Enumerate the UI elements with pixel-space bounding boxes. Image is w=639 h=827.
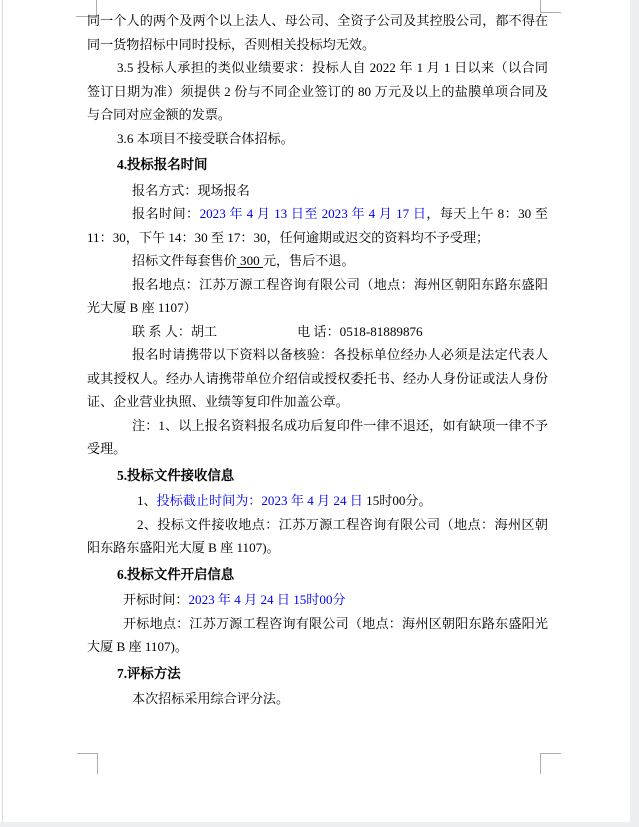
text-run: 招标文件每套售价	[132, 253, 237, 268]
text-run: 4.投标报名时间	[117, 157, 208, 172]
text-run: 同一个人的两个及两个以上法人、母公司、全资子公司及其控股公司，都不得在同一货物招标中同时投标，否则相关投标均无效。	[87, 13, 548, 52]
text-run: 7.评标方法	[117, 665, 181, 681]
text-run: 3.5 投标人承担的类似业绩要求：投标人自 2022 年 1 月 1 日以来（以合同签订日期为准）须提供 2 份与不同企业签订的 80 万元及以上的盐膜单项合同及与合同对应金额的发票。	[87, 60, 548, 122]
margin-mark-bottom-left	[77, 753, 98, 774]
text-run: 注：1、以上报名资料报名成功后复印件一律不退还，如有缺项一律不予受理。	[87, 417, 548, 456]
text-run: 开标地点：江苏万源工程咨询有限公司（地点：海州区朝阳东路东盛阳光大厦 B 座 1107)。	[87, 615, 548, 654]
text-run: 3.6 本项目不接受联合体招标。	[117, 130, 294, 146]
label-spacer	[217, 335, 297, 336]
paragraph	[87, 414, 548, 461]
text-run: 报名地点：江苏万源工程咨询有限公司（地点：海州区朝阳东路东盛阳光大厦 B 座 1107）	[87, 276, 548, 315]
paragraph	[87, 343, 548, 414]
paragraph	[87, 179, 548, 203]
paragraph	[87, 127, 548, 151]
paragraph	[87, 489, 548, 513]
section-heading	[87, 153, 548, 177]
text-run: 15时00分。	[362, 493, 432, 508]
filled-in-field-text: 投标截止时间为：2023 年 4 月 24 日	[156, 493, 363, 508]
text-run: 电 话：0518-81889876	[297, 323, 423, 339]
paragraph	[87, 249, 548, 273]
text-run: 联 系 人：胡工	[132, 323, 218, 339]
underlined-value: 300	[236, 253, 263, 268]
text-run: 1、	[137, 493, 157, 508]
filled-in-field-text: 2023 年 4 月 13 日至 2023 年 4 月 17 日	[199, 206, 427, 221]
margin-mark-bottom-right	[540, 753, 561, 774]
text-run: 本次招标采用综合评分法。	[132, 691, 290, 706]
section-heading	[87, 662, 548, 686]
section-heading	[87, 563, 548, 587]
text-run: 开标时间：	[123, 592, 189, 607]
text-run: ，每天上午 8：30 至 11：30，下午 14：30 至 17：30，任何逾期或迟交的资料均不予受理；	[87, 206, 549, 245]
filled-in-field-text: 2023 年 4 月 24 日 15时00分	[188, 592, 346, 607]
paragraph	[87, 56, 548, 127]
text-run: 5.投标文件接收信息	[117, 467, 235, 483]
paragraph	[87, 612, 548, 659]
paragraph	[87, 588, 548, 612]
page-left-edge	[2, 0, 3, 822]
document-text	[87, 9, 548, 711]
text-run: 2、投标文件接收地点：江苏万源工程咨询有限公司（地点：海州区朝阳东路东盛阳光大厦 B 座 1107)。	[87, 516, 548, 555]
paragraph	[87, 202, 548, 249]
paragraph	[87, 687, 548, 711]
text-run: 报名方式：现场报名	[132, 182, 250, 198]
text-run: 报名时请携带以下资料以备核验：各投标单位经办人必须是法定代表人或其授权人。经办人请携带单位介绍信或授权委托书、经办人身份证或法人身份证、企业营业执照、业绩等复印件加盖公章。	[87, 347, 548, 409]
paragraph	[87, 320, 548, 344]
paragraph	[87, 273, 548, 320]
text-run: 报名时间：	[132, 206, 200, 221]
paragraph	[87, 513, 548, 560]
paragraph	[87, 9, 548, 56]
text-run: 元，售后不退。	[262, 253, 355, 268]
section-heading	[87, 464, 548, 488]
text-run: 6.投标文件开启信息	[117, 566, 235, 582]
